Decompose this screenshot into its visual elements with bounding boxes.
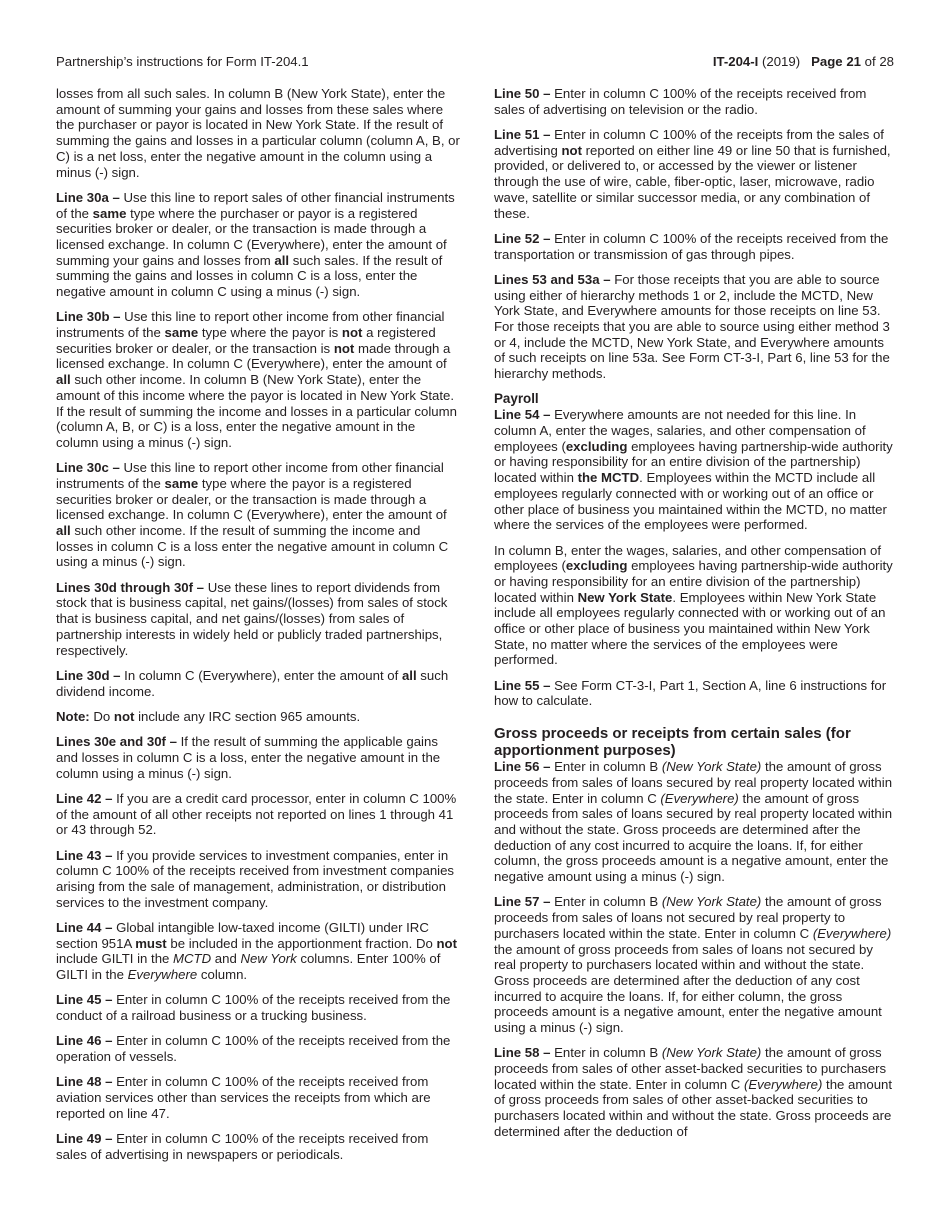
header-page-info [713, 53, 894, 71]
line-42-paragraph: Line 42 – If you are a credit card processor, enter in column C 100% of the amount of all other receipts not reported on lines 1 through 41 or 43 through 52. [56, 790, 457, 838]
line-48-paragraph: Line 48 – Enter in column C 100% of the receipts received from aviation services other than services the receipts from which are reported on line 47. [56, 1074, 431, 1121]
continued-paragraph: losses from all such sales. In column B (New York State), enter the amount of summing your gains and losses from these sales where the purchaser or payor is located in New York State. If the result of summing the gains and losses in a particular column (column A, B, or C) is a net loss, enter the negative amount in the column using a minus (-) sign. [56, 86, 460, 180]
line-49-paragraph: Line 49 – Enter in column C 100% of the receipts received from sales of advertising in newspapers or periodicals. [56, 1131, 429, 1162]
lines-30d-30f-paragraph: Lines 30d through 30f – Use these lines to report dividends from stock that is business capital, net gains/(losses) from sales of stock that is business capital, and net gains/(losses) from sales of partnership interests in widely held or publicly traded partnerships, respectively. [56, 579, 448, 658]
line-54-paragraph: Line 54 – Everywhere amounts are not needed for this line. In column A, enter the wages, salaries, and other compensation of employees (excluding employees having partnership-wide authority or having responsibility for an entire division of the partnership) located within the MCTD. Employees within the MCTD include all employees regularly connected with or working out of an office or other place of business you maintained within the MCTD, no matter where the services of the employees were performed. [494, 407, 893, 533]
line-57-paragraph: Line 57 – Enter in column B (New York State) the amount of gross proceeds from sales of loans not secured by real property to purchasers located within the state. Enter in column C (Everywhere) the amount of gross proceeds from sales of loans not secured by real property to purchasers located within and without the state. Gross proceeds are determined after the deduction of any cost incurred to acquire the loans. If, for either column, the gross proceeds amount is a negative amount, enter the negative amount using a minus (-) sign. [494, 894, 892, 1036]
lines-53-53a-paragraph: Lines 53 and 53a – For those receipts that you are able to source using either of hierarchy methods 1 or 2, include the MCTD, New York State, and Everywhere amounts for those receipts on line 53. For those receipts that you are able to source using either method 3 or 4, include the MCTD, New York State, and Everywhere amounts of such receipts on line 53a. See Form CT-3-I, Part 6, line 53 for the hierarchy methods. [494, 271, 890, 382]
note-paragraph: Note: Do not include any IRC section 965 amounts. [56, 708, 361, 724]
right-column [494, 86, 896, 1149]
line-52-paragraph: Line 52 – Enter in column C 100% of the receipts received from the transportation or transmission of gas through pipes. [494, 230, 889, 262]
line-44-paragraph: Line 44 – Global intangible low-taxed income (GILTI) under IRC section 951A must be included in the apportionment fraction. Do not include GILTI in the MCTD and New York columns. Enter 100% of GILTI in the Everywhere column. [56, 919, 457, 983]
left-column [56, 86, 460, 1172]
line-46-paragraph: Line 46 – Enter in column C 100% of the receipts received from the operation of vessels. [56, 1033, 451, 1065]
header-page-total: of 28 [864, 54, 894, 69]
header-title: Partnership’s instructions for Form IT-204.1 [56, 54, 309, 69]
header-form-id: IT-204-I [712, 54, 759, 69]
line-56-paragraph: Line 56 – Enter in column B (New York State) the amount of gross proceeds from sales of loans secured by real property located within the state. Enter in column C (Everywhere) the amount of gross proceeds from sales of loans secured by real property located within and without the state. Gross proceeds are determined after the deduction of any cost incurred to acquire the loans. If, for either column, the gross proceeds amount is a negative amount, enter the negative amount using a minus (-) sign. [494, 759, 893, 885]
page-header [56, 53, 894, 71]
line-30d-paragraph: Line 30d – In column C (Everywhere), enter the amount of all such dividend income. [56, 667, 449, 699]
line-54-column-b-paragraph: In column B, enter the wages, salaries, and other compensation of employees (excluding employees having partnership-wide authority or having responsibility for an entire division of the partnership) located within New York State. Employees within New York State include all employees regularly connected with or working out of an office or other place of business you maintained within New York State, no matter where the services of the employees were performed. [494, 542, 893, 668]
payroll-heading: Payroll [494, 391, 539, 407]
line-51-paragraph: Line 51 – Enter in column C 100% of the receipts from the sales of advertising not reported on either line 49 or line 50 that is furnished, provided, or delivered to, or accessed by the viewer or listener through the use of wire, cable, fiber-optic, laser, microwave, radio wave, satellite or similar successor media, or any combination of these. [494, 127, 891, 221]
line-58-paragraph: Line 58 – Enter in column B (New York State) the amount of gross proceeds from sales of other asset-backed securities to purchasers located within the state. Enter in column C (Everywhere) the amount of gross proceeds from sales of other asset-backed securities to purchasers located within and without the state. Gross proceeds are determined after the deduction of [494, 1045, 893, 1139]
line-30a-paragraph: Line 30a – Use this line to report sales of other financial instruments of the same type where the purchaser or payor is a registered securities broker or dealer, or the transaction is made through a licensed exchange. In column C (Everywhere), enter the amount of summing your gains and losses from all such sales. If the result of summing the gains and losses in column C is a loss, enter the negative amount in column C using a minus (-) sign. [56, 189, 455, 300]
line-30b-paragraph: Line 30b – Use this line to report other income from other financial instruments of the same type where the payor is not a registered securities broker or dealer, or the transaction is not made through a licensed exchange. In column C (Everywhere), enter the amount of all such other income. In column B (New York State), enter the amount of this income where the payor is located in New York State. If the result of summing the income and losses in a particular column (column A, B, or C) is a loss, enter the negative amount in the column using a minus (-) sign. [56, 309, 457, 450]
gross-proceeds-heading: Gross proceeds or receipts from certain sales (for apportionment purposes) [494, 725, 851, 760]
header-page-label: Page [811, 54, 843, 69]
line-30c-paragraph: Line 30c – Use this line to report other income from other financial instruments of the same type where the payor is a registered securities broker or dealer, or the transaction is made through a licensed exchange. In column C (Everywhere), enter the amount of all such other income. If the result of summing the income and losses in column C is a loss enter the negative amount in column C using a minus (-) sign. [56, 460, 449, 570]
header-year: (2019) [761, 54, 801, 69]
line-45-paragraph: Line 45 – Enter in column C 100% of the receipts received from the conduct of a railroad business or a trucking business. [56, 992, 451, 1024]
header-page-number: 21 [846, 54, 861, 69]
lines-30e-30f-paragraph: Lines 30e and 30f – If the result of summing the applicable gains and losses in column C is a loss, enter the negative amount in the column using a minus (-) sign. [56, 734, 441, 781]
line-55-paragraph: Line 55 – See Form CT-3-I, Part 1, Section A, line 6 instructions for how to calculate. [494, 677, 887, 709]
line-43-paragraph: Line 43 – If you provide services to investment companies, enter in column C 100% of the receipts received from investment companies arising from the sale of management, administration, or distribution services to the investment company. [56, 847, 455, 910]
line-50-paragraph: Line 50 – Enter in column C 100% of the receipts received from sales of advertising on television or the radio. [494, 86, 867, 117]
